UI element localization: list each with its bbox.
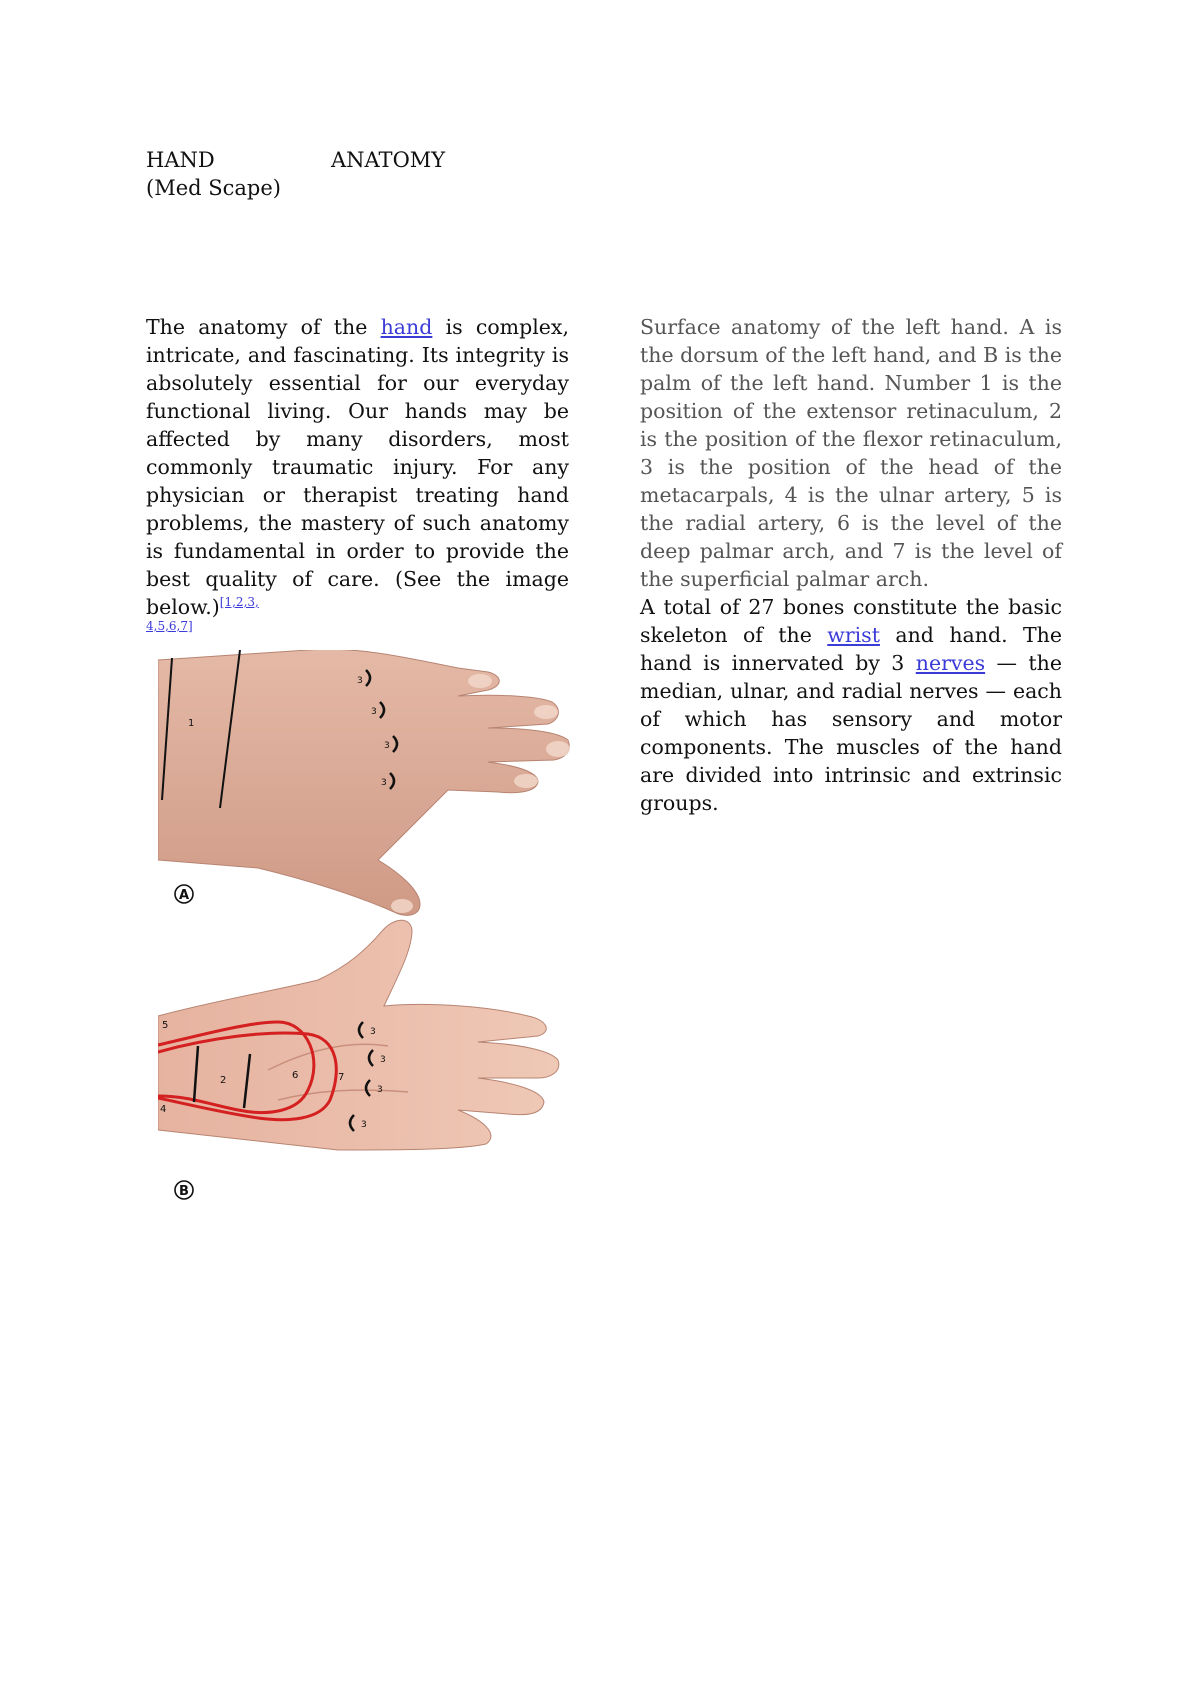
palm-label-4: 4: [160, 1104, 167, 1115]
bones-text-2: and hand. The hand is innervated by 3: [640, 623, 1062, 675]
intro-text-rest: is complex, intricate, and fascinating. Its integrity is absolutely essential for our everyday functional living. Our hands may be affected by many disorders, most commonly traumatic injury. For any physician or therapist treating hand problems, the mastery of such anatomy is fundamental in order to provide the best quality of care. (See the image below.): [146, 315, 569, 619]
bones-text-3: — the median, ulnar, and radial nerves — each of which has sensory and motor components. The muscles of the hand are divided into intrinsic and extrinsic groups.: [640, 651, 1062, 815]
dorsum-label-3a: 3: [357, 676, 363, 686]
palm-label-7: 7: [338, 1072, 345, 1083]
hand-anatomy-figure: [158, 650, 608, 1218]
intro-paragraph: [146, 313, 569, 633]
bones-text-1: A total of 27 bones constitute the basic skeleton of the: [640, 595, 1062, 647]
bones-paragraph: [640, 593, 1062, 817]
dorsum-label-3c: 3: [384, 741, 390, 751]
dorsum-hand: [158, 650, 570, 915]
dorsum-label-3b: 3: [371, 707, 377, 717]
citation-link-1[interactable]: [1,2,3,: [219, 595, 259, 610]
title-word-hand: HAND: [146, 148, 215, 172]
nerves-link[interactable]: nerves: [915, 651, 986, 675]
dorsum-label-1: 1: [188, 718, 195, 729]
panel-a-label: A: [179, 888, 190, 903]
dorsum-label-3d: 3: [381, 778, 387, 788]
palm-hand: [158, 920, 559, 1199]
intro-text-start: The anatomy of the: [146, 315, 381, 339]
document-subtitle: (Med Scape): [146, 176, 281, 200]
palm-label-3d: 3: [361, 1120, 367, 1130]
title-word-anatomy: ANATOMY: [331, 148, 446, 172]
right-column: [640, 313, 1062, 817]
palm-label-3a: 3: [370, 1027, 376, 1037]
wrist-link[interactable]: wrist: [827, 623, 880, 647]
hand-link[interactable]: hand: [380, 315, 433, 339]
palm-label-6: 6: [292, 1070, 299, 1081]
palm-label-3c: 3: [377, 1085, 383, 1095]
panel-b-label: B: [179, 1184, 189, 1199]
hand-anatomy-illustration: [158, 650, 608, 1218]
figure-caption: Surface anatomy of the left hand. A is the dorsum of the left hand, and B is the palm of the left hand. Number 1 is the position of the extensor retinaculum, 2 is the position of the flexor retinaculum, 3 is the position of the head of the metacarpals, 4 is the ulnar artery, 5 is the radial artery, 6 is the level of the deep palmar arch, and 7 is the level of the superficial palmar arch.: [640, 315, 1062, 591]
palm-label-3b: 3: [380, 1055, 386, 1065]
citation-link-2[interactable]: 4,5,6,7]: [146, 619, 193, 633]
palm-label-2: 2: [220, 1075, 227, 1086]
palm-label-5: 5: [162, 1020, 169, 1031]
